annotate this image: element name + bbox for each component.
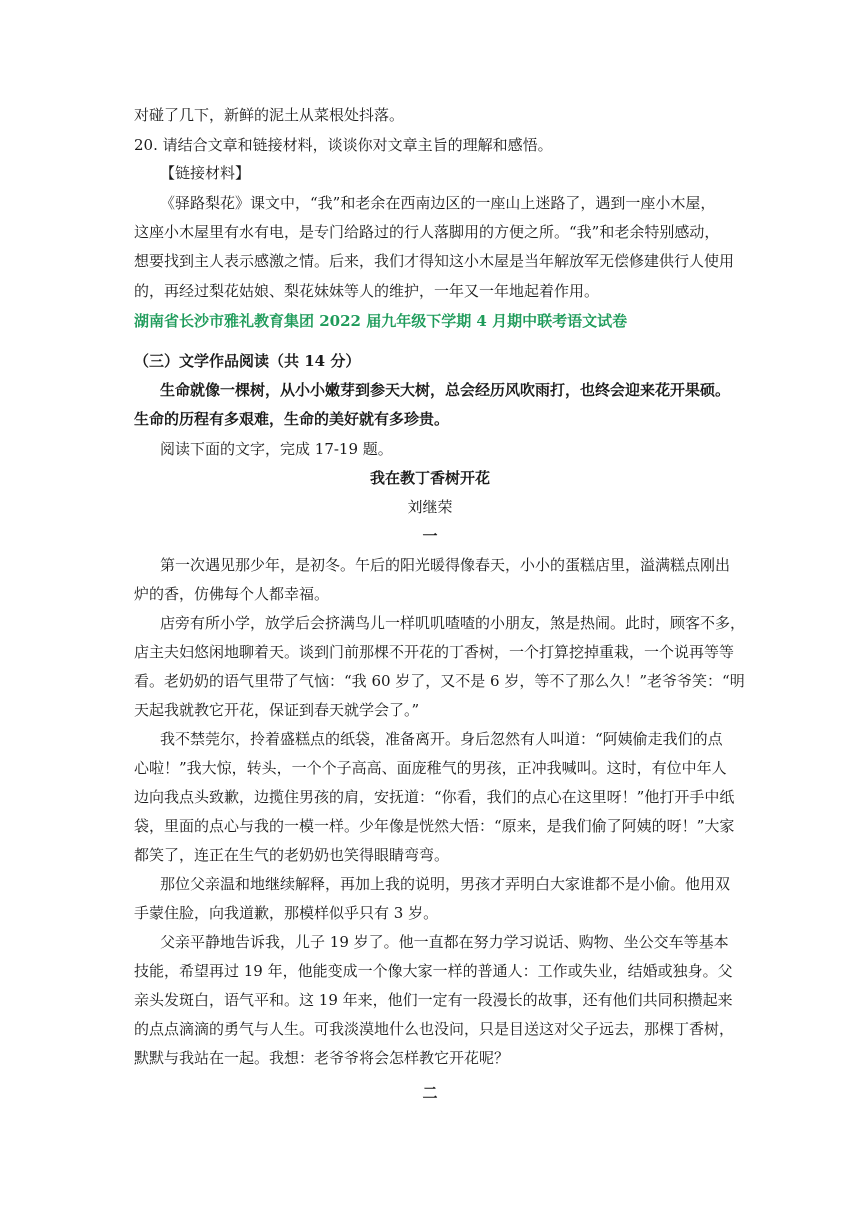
text-line: 对碰了几下，新鲜的泥土从菜根处抖落。	[134, 106, 405, 124]
paragraph-line: 店主夫妇悠闲地聊着天。谈到门前那棵不开花的丁香树，一个打算挖掉重栽，一个说再等等	[134, 643, 735, 661]
paragraph-line: 炉的香，仿佛每个人都幸福。	[134, 585, 330, 603]
paragraph-line: 天起我就教它开花，保证到春天就学会了。”	[134, 701, 420, 719]
instruction-line: 阅读下面的文字，完成 17-19 题。	[160, 440, 393, 458]
intro-bold-line: 生命就像一棵树，从小小嫩芽到参天大树，总会经历风吹雨打，也终会迎来花开果硕。	[160, 381, 731, 399]
paragraph-line: 心啦！”我大惊，转头，一个个子高高、面庞稚气的男孩，正冲我喊叫。这时，有位中年人	[134, 759, 727, 777]
part-number-two: 二	[422, 1084, 438, 1102]
paragraph-line: 都笑了，连正在生气的老奶奶也笑得眼睛弯弯。	[134, 846, 450, 864]
paragraph-line: 默默与我站在一起。我想：老爷爷将会怎样教它开花呢？	[134, 1049, 510, 1067]
intro-bold-line: 生命的历程有多艰难，生命的美好就有多珍贵。	[134, 410, 450, 428]
paragraph-line: 的点点滴滴的勇气与人生。可我淡漠地什么也没问，只是目送这对父子远去，那棵丁香树，	[134, 1020, 735, 1038]
link-material-line: 《驿路梨花》课文中，“我”和老余在西南边区的一座山上迷路了，遇到一座小木屋，	[160, 194, 716, 212]
link-material-line: 想要找到主人表示感激之情。后来，我们才得知这小木屋是当年解放军无偿修建供行人使用	[134, 252, 735, 270]
paragraph-line: 亲头发斑白，语气平和。这 19 年来，他们一定有一段漫长的故事，还有他们共同积攒起来	[134, 991, 733, 1009]
link-material-line: 这座小木屋里有水有电，是专门给路过的行人落脚用的方便之所。“我”和老余特别感动，	[134, 223, 720, 241]
paragraph-line: 第一次遇见那少年，是初冬。午后的阳光暖得像春天，小小的蛋糕店里，溢满糕点刚出	[160, 556, 731, 574]
paragraph-line: 店旁有所小学，放学后会挤满鸟儿一样叽叽喳喳的小朋友，煞是热闹。此时，顾客不多，	[160, 614, 746, 632]
article-title: 我在教丁香树开花	[369, 469, 490, 487]
part-number-one: 一	[422, 527, 438, 545]
paragraph-line: 看。老奶奶的语气里带了气恼：“我 60 岁了，又不是 6 岁，等不了那么久！”老爷爷笑：“明	[134, 672, 745, 690]
paragraph-line: 边向我点头致歉，边揽住男孩的肩，安抚道：“你看，我们的点心在这里呀！”他打开手中纸	[134, 788, 735, 806]
link-material-heading: 【链接材料】	[160, 164, 251, 182]
paragraph-line: 父亲平静地告诉我，儿子 19 岁了。他一直都在努力学习说话、购物、坐公交车等基本	[160, 933, 729, 951]
paragraph-line: 技能，希望再过 19 年，他能变成一个像大家一样的普通人：工作或失业，结婚或独身。父	[134, 962, 733, 980]
article-author: 刘继荣	[407, 498, 453, 516]
paragraph-line: 手蒙住脸，向我道歉，那模样似乎只有 3 岁。	[134, 904, 439, 922]
paragraph-line: 袋，里面的点心与我的一模一样。少年像是恍然大悟：“原来，是我们偷了阿姨的呀！”大家	[134, 817, 735, 835]
source-title: 湖南省长沙市雅礼教育集团 2022 届九年级下学期 4 月期中联考语文试卷	[134, 312, 628, 330]
question-20: 20. 请结合文章和链接材料，谈谈你对文章主旨的理解和感悟。	[134, 136, 553, 154]
paragraph-line: 那位父亲温和地继续解释，再加上我的说明，男孩才弄明白大家谁都不是小偷。他用双	[160, 875, 731, 893]
link-material-line: 的，再经过梨花姑娘、梨花妹妹等人的维护，一年又一年地起着作用。	[134, 282, 600, 300]
paragraph-line: 我不禁莞尔，拎着盛糕点的纸袋，准备离开。身后忽然有人叫道：“阿姨偷走我们的点	[160, 730, 723, 748]
section-heading: （三）文学作品阅读（共 14 分）	[134, 352, 361, 370]
